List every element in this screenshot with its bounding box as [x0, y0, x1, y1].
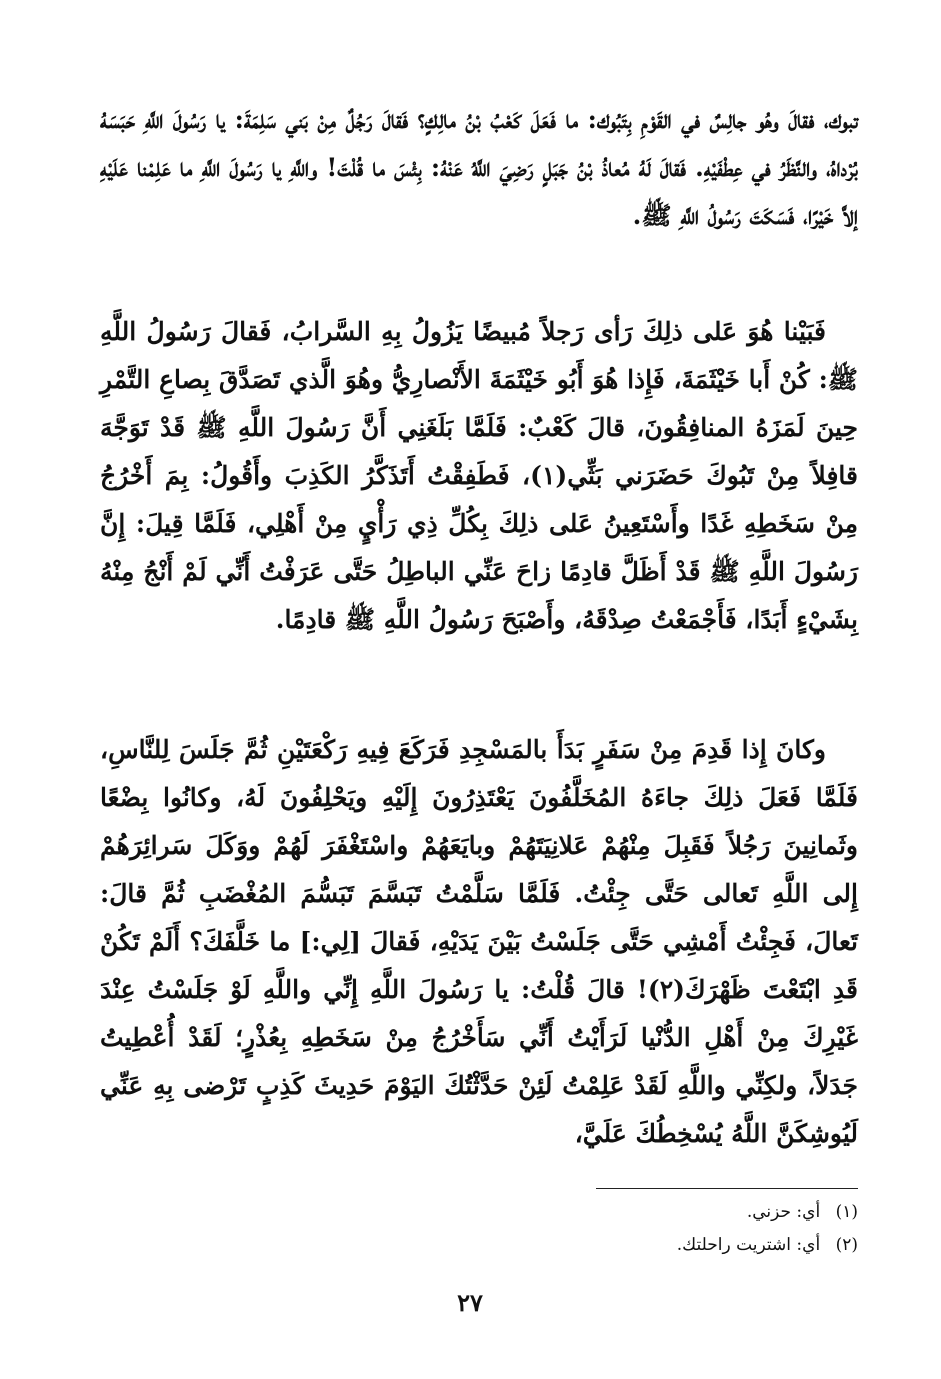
footnote-separator: [596, 1188, 858, 1189]
paragraph-3-text: وكانَ إِذا قَدِمَ مِنْ سَفَرٍ بَدَأَ بالمَسْجِدِ فَرَكَعَ فِيهِ رَكْعَتَيْنِ ثُمَّ جَلَسَ لِلنَّاسِ، فَلَمَّا فَعَلَ ذلِكَ جاءَهُ المُخَلَّفُونَ يَعْتَذِرُونَ إِلَيْهِ ويَحْلِفُونَ لَهُ، وكانُوا بِضْعًا وثَمانِينَ رَجُلاً فَقَبِلَ مِنْهُمْ عَلانِيَتَهُمْ وبايَعَهُمْ واسْتَغْفَرَ لَهُمْ ووَكَلَ سَرائِرَهُمْ إِلى اللَّهِ تَعالى حَتَّى جِئْتُ. فَلَمَّا سَلَّمْتُ تَبَسَّمَ تَبَسُّمَ المُغْضَبِ ثُمَّ قالَ: تَعالَ، فَجِئْتُ أَمْشِي حَتَّى جَلَسْتُ بَيْنَ يَدَيْهِ، فَقالَ [لِي:] ما خَلَّفَكَ؟ أَلَمْ تَكُنْ قَدِ ابْتَعْتَ ظَهْرَكَ(٢)! قالَ قُلْتُ: يا رَسُولَ اللَّهِ إِنِّي واللَّهِ لَوْ جَلَسْتُ عِنْدَ غَيْرِكَ مِنْ أَهْلِ الدُّنْيا لَرَأَيْتُ أَنِّي سَأَخْرُجُ مِنْ سَخَطِهِ بِعُذْرٍ؛ لَقَدْ أُعْطِيتُ جَدَلاً، ولكِنِّي واللَّهِ لَقَدْ عَلِمْتُ لَئِنْ حَدَّثْتُكَ اليَوْمَ حَدِيثَ كَذِبٍ تَرْضى بِهِ عَنِّي لَيُوشِكَنَّ اللَّهُ يُسْخِطُكَ عَلَيَّ،: [100, 735, 858, 1148]
page-number: ٢٧: [457, 1288, 483, 1317]
footnote-2: [500, 1229, 858, 1262]
paragraph-3: [100, 726, 858, 1158]
footnotes: [500, 1196, 858, 1262]
paragraph-2: [100, 308, 858, 644]
footnote-1: [500, 1196, 858, 1229]
paragraph-2-text: فَبَيْنا هُوَ عَلى ذلِكَ رَأى رَجلاً مُبيضًا يَزُولُ بِهِ السَّرابُ، فَقالَ رَسُولُ اللَّهِ ﷺ: كُنْ أَبا خَيْثَمَةَ، فَإِذا هُوَ أَبُو خَيْثَمَةَ الأَنْصارِيُّ وهُوَ الَّذي تَصَدَّقَ بِصاعِ التَّمْرِ حِينَ لَمَزَهُ المنافِقُونَ، قالَ كَعْبٌ: فَلَمَّا بَلَغَنِي أَنَّ رَسُولَ اللَّهِ ﷺ قَدْ تَوَجَّهَ قافِلاً مِنْ تَبُوكَ حَضَرَني بَثِّي(١)، فَطَفِقْتُ أَتَذَكَّرُ الكَذِبَ وأَقُولُ: بِمَ أَخْرُجُ مِنْ سَخَطِهِ غَدًا وأَسْتَعِينُ عَلى ذلِكَ بِكُلِّ ذِي رَأْيٍ مِنْ أَهْلِي، فَلَمَّا قِيلَ: إِنَّ رَسُولَ اللَّهِ ﷺ قَدْ أَظَلَّ قادِمًا زاحَ عَنِّي الباطِلُ حَتَّى عَرَفْتُ أَنِّي لَمْ أَنْجُ مِنْهُ بِشَيْءٍ أَبَدًا، فَأَجْمَعْتُ صِدْقَهُ، وأَصْبَحَ رَسُولُ اللَّهِ ﷺ قادِمًا.: [100, 317, 858, 634]
footnote-1-text: أي: حزني.: [746, 1202, 821, 1222]
paragraph-1-text: تبوك، فقالَ وهُو جالِسٌ في القَوْمِ بِتَبُوك: ما فَعَلَ كَعْبُ بْنُ مالِكٍ؟ فَقالَ رَجُلٌ مِنْ بَني سَلِمَةَ: يا رَسُولَ اللَّهِ حَبَسَهُ بُرْداهُ، والنَّظَرُ في عِطْفَيْهِ. فَقالَ لَهُ مُعاذُ بْنُ جَبَلٍ رَضِيَ اللَّهُ عَنْهُ: بِئْسَ ما قُلْتَ! واللَّهِ يا رَسُولَ اللَّهِ ما عَلِمْنا عَلَيْهِ إلاَّ خَيْرًا، فَسَكَتَ رَسُولُ اللَّهِ ﷺ.: [100, 105, 858, 230]
paragraph-1: [100, 96, 858, 240]
footnote-1-number: (١): [835, 1202, 858, 1222]
footnote-2-number: (٢): [835, 1235, 858, 1255]
footnote-2-text: أي: اشتريت راحلتك.: [676, 1235, 821, 1255]
